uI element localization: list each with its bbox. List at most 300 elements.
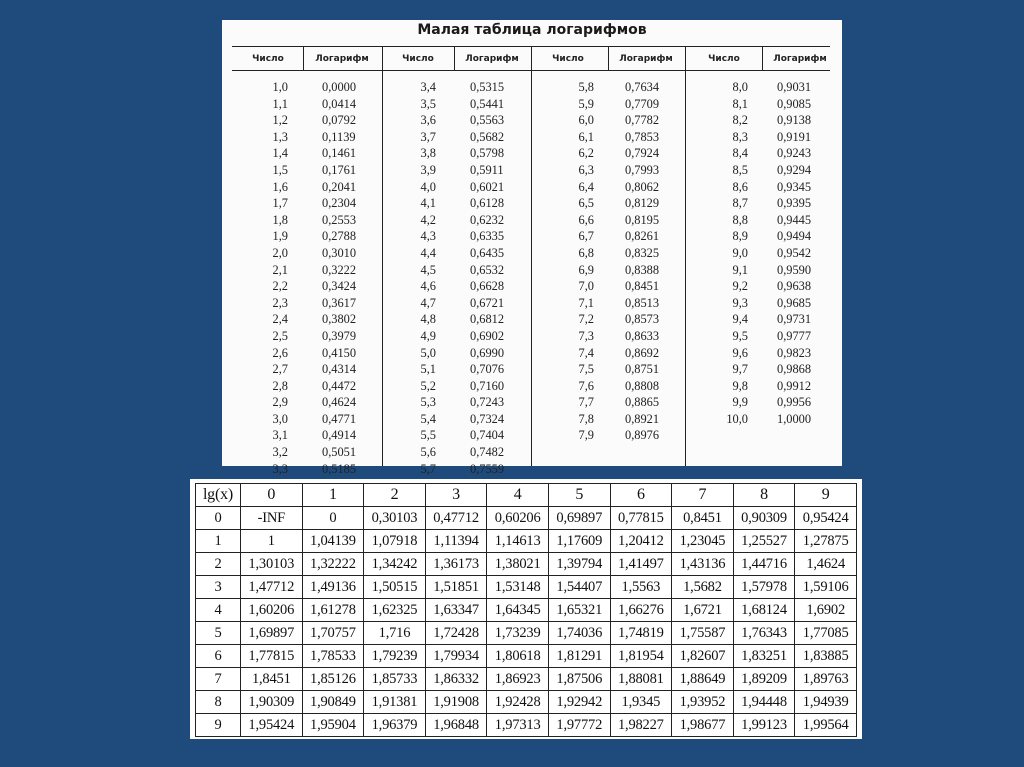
log-value: 0,8976	[625, 428, 660, 443]
numbers-column-1	[242, 79, 288, 477]
grid-cell: 1,81291	[548, 645, 610, 668]
grid-cell: 1,49136	[302, 576, 364, 599]
grid-cell: 1,92428	[487, 691, 549, 714]
grid-cell: 1,23045	[672, 530, 734, 553]
grid-cell: 1,81954	[610, 645, 672, 668]
number-value: 8,6	[732, 179, 748, 194]
log-value: 0,9542	[777, 245, 812, 260]
grid-cell: 1,98227	[610, 714, 672, 737]
grid-col-header: 9	[795, 484, 857, 507]
number-value: 8,7	[732, 196, 748, 211]
grid-cell: 1,97772	[548, 714, 610, 737]
header-number-2: Число	[402, 54, 434, 64]
log-value: 0,1139	[322, 129, 356, 144]
number-value: 7,8	[578, 411, 594, 426]
grid-cell: 1,44716	[733, 553, 795, 576]
group-divider-2	[531, 46, 532, 466]
grid-cell: 1,36173	[425, 553, 487, 576]
log-value: 0,4914	[322, 428, 357, 443]
grid-row	[196, 530, 857, 553]
number-value: 4,1	[420, 196, 436, 211]
grid-cell: 1,30103	[241, 553, 303, 576]
number-value: 5,2	[420, 378, 436, 393]
grid-cell: 1,89209	[733, 668, 795, 691]
number-value: 2,4	[272, 312, 288, 327]
grid-body	[196, 507, 857, 737]
grid-row-label: 8	[196, 691, 241, 714]
grid-cell: 1,64345	[487, 599, 549, 622]
number-value: 8,4	[732, 146, 748, 161]
number-value: 8,0	[732, 80, 748, 94]
number-value: 8,1	[732, 96, 748, 111]
grid-cell: 1,47712	[241, 576, 303, 599]
log-value: 0,2304	[322, 196, 357, 211]
grid-col-header: 5	[548, 484, 610, 507]
logs-column-4	[777, 79, 837, 427]
number-value: 4,6	[420, 279, 436, 294]
grid-cell: 1,96379	[364, 714, 426, 737]
logs-column-3	[625, 79, 685, 444]
grid-cell: 1,60206	[241, 599, 303, 622]
grid-cell: -INF	[241, 507, 303, 530]
number-value: 4,3	[420, 229, 436, 244]
number-value: 6,3	[578, 162, 594, 177]
grid-cell: 1,77815	[241, 645, 303, 668]
grid-cell: 1,20412	[610, 530, 672, 553]
log-value: 0,5563	[470, 113, 505, 128]
grid-row	[196, 553, 857, 576]
grid-col-header: 6	[610, 484, 672, 507]
header-log-4: Логарифм	[773, 54, 827, 64]
log-value: 0,0000	[322, 80, 357, 94]
grid-cell: 1,79934	[425, 645, 487, 668]
log-value: 0,8062	[625, 179, 660, 194]
log-value: 0,7782	[625, 113, 660, 128]
grid-cell: 0,60206	[487, 507, 549, 530]
grid-row	[196, 645, 857, 668]
log-value: 0,8195	[625, 212, 660, 227]
grid-cell: 1,63347	[425, 599, 487, 622]
grid-row-label: 6	[196, 645, 241, 668]
log-value: 0,4624	[322, 395, 357, 410]
log-value: 0,4150	[322, 345, 357, 360]
log-value: 0,1461	[322, 146, 357, 161]
grid-header-row	[196, 484, 857, 507]
number-value: 3,5	[420, 96, 436, 111]
log-value: 0,7160	[470, 378, 505, 393]
log-value: 0,3010	[322, 245, 357, 260]
log-value: 0,8325	[625, 245, 660, 260]
log-value: 0,9823	[777, 345, 812, 360]
log-value: 0,6628	[470, 279, 505, 294]
number-value: 4,2	[420, 212, 436, 227]
log-value: 0,9685	[777, 295, 812, 310]
log-value: 0,7482	[470, 445, 505, 460]
number-value: 5,9	[578, 96, 594, 111]
grid-cell: 1,4624	[795, 553, 857, 576]
number-value: 3,9	[420, 162, 436, 177]
number-value: 7,0	[578, 279, 594, 294]
number-value: 1,7	[272, 196, 288, 211]
number-value: 5,1	[420, 362, 436, 377]
grid-cell: 1,87506	[548, 668, 610, 691]
number-value: 7,5	[578, 362, 594, 377]
log-table-scan	[222, 20, 842, 476]
number-value: 2,2	[272, 279, 288, 294]
number-value: 7,9	[578, 428, 594, 443]
grid-col-header: 4	[487, 484, 549, 507]
log-value: 0,9395	[777, 196, 812, 211]
log-value: 0,3222	[322, 262, 357, 277]
log-value: 0,0792	[322, 113, 357, 128]
number-value: 2,7	[272, 362, 288, 377]
number-value: 5,4	[420, 411, 436, 426]
grid-cell: 1,5682	[672, 576, 734, 599]
number-value: 6,9	[578, 262, 594, 277]
number-value: 1,0	[272, 80, 288, 94]
number-value: 6,7	[578, 229, 594, 244]
log-value: 0,7404	[470, 428, 505, 443]
number-value: 6,1	[578, 129, 594, 144]
log-value: 0,6232	[470, 212, 505, 227]
log-value: 0,8808	[625, 378, 660, 393]
number-value: 1,8	[272, 212, 288, 227]
number-value: 5,0	[420, 345, 436, 360]
log-value: 0,8633	[625, 328, 660, 343]
number-value: 3,0	[272, 411, 288, 426]
grid-row-label: 3	[196, 576, 241, 599]
grid-row	[196, 576, 857, 599]
grid-cell: 1,90309	[241, 691, 303, 714]
grid-row-label: 5	[196, 622, 241, 645]
number-value: 9,9	[732, 395, 748, 410]
grid-cell: 1,5563	[610, 576, 672, 599]
logs-column-2	[470, 79, 530, 477]
number-value: 5,6	[420, 445, 436, 460]
number-value: 8,9	[732, 229, 748, 244]
log-value: 0,6532	[470, 262, 505, 277]
log-value: 0,5051	[322, 445, 357, 460]
log-value: 1,0000	[777, 411, 812, 426]
grid-col-header: 7	[672, 484, 734, 507]
number-value: 3,4	[420, 80, 436, 94]
number-value: 5,5	[420, 428, 436, 443]
grid-row-label: 0	[196, 507, 241, 530]
log-value: 0,7709	[625, 96, 660, 111]
grid-cell: 1,07918	[364, 530, 426, 553]
log-value: 0,5798	[470, 146, 505, 161]
grid-cell: 1,51851	[425, 576, 487, 599]
log-value: 0,7924	[625, 146, 660, 161]
grid-cell: 1,74036	[548, 622, 610, 645]
log-value: 0,6128	[470, 196, 505, 211]
log-value: 0,4314	[322, 362, 357, 377]
grid-cell: 1,90849	[302, 691, 364, 714]
grid-cell: 1,85733	[364, 668, 426, 691]
grid-cell: 1,8451	[241, 668, 303, 691]
grid-cell: 1,32222	[302, 553, 364, 576]
log-value: 0,9638	[777, 279, 812, 294]
number-value: 1,2	[272, 113, 288, 128]
grid-cell: 1,41497	[610, 553, 672, 576]
log-value: 0,7559	[470, 461, 505, 476]
number-value: 1,6	[272, 179, 288, 194]
grid-cell: 1,96848	[425, 714, 487, 737]
grid-cell: 1,9345	[610, 691, 672, 714]
log-value: 0,9191	[777, 129, 812, 144]
grid-cell: 1,94939	[795, 691, 857, 714]
log-value: 0,2788	[322, 229, 357, 244]
number-value: 2,0	[272, 245, 288, 260]
log-value: 0,7634	[625, 80, 660, 94]
grid-cell: 1,75587	[672, 622, 734, 645]
header-number-4: Число	[708, 54, 740, 64]
log-value: 0,2041	[322, 179, 357, 194]
log-value: 0,8261	[625, 229, 660, 244]
log-value: 0,8692	[625, 345, 660, 360]
grid-row	[196, 507, 857, 530]
grid-cell: 1,95424	[241, 714, 303, 737]
grid-row	[196, 691, 857, 714]
grid-cell: 1,6721	[672, 599, 734, 622]
log-value: 0,8921	[625, 411, 660, 426]
log-value: 0,9956	[777, 395, 812, 410]
log-value: 0,6990	[470, 345, 505, 360]
number-value: 3,1	[272, 428, 288, 443]
number-value: 3,8	[420, 146, 436, 161]
number-value: 7,7	[578, 395, 594, 410]
log-value: 0,9590	[777, 262, 812, 277]
grid-cell: 1,73239	[487, 622, 549, 645]
grid-cell: 0,95424	[795, 507, 857, 530]
grid-cell: 1,77085	[795, 622, 857, 645]
grid-cell: 1,38021	[487, 553, 549, 576]
number-value: 4,4	[420, 245, 436, 260]
log-value: 0,8573	[625, 312, 660, 327]
number-value: 1,1	[272, 96, 288, 111]
number-value: 9,1	[732, 262, 748, 277]
number-value: 5,7	[420, 461, 436, 476]
grid-cell: 1,14613	[487, 530, 549, 553]
grid-cell: 1,86923	[487, 668, 549, 691]
log-value: 0,6435	[470, 245, 505, 260]
number-value: 3,7	[420, 129, 436, 144]
log-value: 0,2553	[322, 212, 357, 227]
log-value: 0,6812	[470, 312, 505, 327]
number-value: 6,4	[578, 179, 594, 194]
number-value: 5,3	[420, 395, 436, 410]
number-value: 7,6	[578, 378, 594, 393]
number-value: 8,8	[732, 212, 748, 227]
grid-cell: 1,53148	[487, 576, 549, 599]
log-value: 0,1761	[322, 162, 357, 177]
number-value: 2,9	[272, 395, 288, 410]
number-value: 6,2	[578, 146, 594, 161]
grid-row-label: 4	[196, 599, 241, 622]
log-value: 0,3979	[322, 328, 357, 343]
grid-row	[196, 714, 857, 737]
log-value: 0,7243	[470, 395, 505, 410]
grid-cell: 1,92942	[548, 691, 610, 714]
grid-cell: 1,70757	[302, 622, 364, 645]
log-value: 0,5682	[470, 129, 505, 144]
number-value: 7,4	[578, 345, 594, 360]
grid-cell: 1,99564	[795, 714, 857, 737]
grid-cell: 1,86332	[425, 668, 487, 691]
logs-column-1	[322, 79, 382, 477]
log-value: 0,5911	[470, 162, 504, 177]
grid-cell: 1,34242	[364, 553, 426, 576]
grid-cell: 0,69897	[548, 507, 610, 530]
header-log-3: Логарифм	[619, 54, 673, 64]
log-value: 0,0414	[322, 96, 357, 111]
grid-cell: 1,79239	[364, 645, 426, 668]
number-value: 9,8	[732, 378, 748, 393]
grid-cell: 1,78533	[302, 645, 364, 668]
number-value: 4,0	[420, 179, 436, 194]
log-value: 0,5185	[322, 461, 357, 476]
log-value: 0,7993	[625, 162, 660, 177]
log-value: 0,6721	[470, 295, 505, 310]
number-value: 4,5	[420, 262, 436, 277]
log-value: 0,3424	[322, 279, 357, 294]
number-value: 1,3	[272, 129, 288, 144]
number-value: 8,2	[732, 113, 748, 128]
number-value: 7,1	[578, 295, 594, 310]
grid-cell: 1,83885	[795, 645, 857, 668]
log-value: 0,8388	[625, 262, 660, 277]
number-value: 1,4	[272, 146, 288, 161]
grid-cell: 1,85126	[302, 668, 364, 691]
grid-cell: 1,72428	[425, 622, 487, 645]
grid-cell: 1,68124	[733, 599, 795, 622]
number-value: 4,9	[420, 328, 436, 343]
header-number-1: Число	[252, 54, 284, 64]
grid-row-label: 2	[196, 553, 241, 576]
number-value: 8,5	[732, 162, 748, 177]
grid-cell: 1,88649	[672, 668, 734, 691]
grid-cell: 1,76343	[733, 622, 795, 645]
grid-cell: 1,54407	[548, 576, 610, 599]
log-value: 0,9085	[777, 96, 812, 111]
number-value: 9,5	[732, 328, 748, 343]
number-value: 6,0	[578, 113, 594, 128]
number-value: 3,6	[420, 113, 436, 128]
grid-cell: 1,25527	[733, 530, 795, 553]
grid-row-label: 7	[196, 668, 241, 691]
numbers-column-4	[702, 79, 748, 427]
grid-cell: 0,47712	[425, 507, 487, 530]
log-value: 0,8751	[625, 362, 660, 377]
grid-col-header: 1	[302, 484, 364, 507]
number-value: 10,0	[726, 411, 748, 426]
grid-cell: 0,30103	[364, 507, 426, 530]
grid-cell: 1,89763	[795, 668, 857, 691]
grid-cell: 1,88081	[610, 668, 672, 691]
grid-cell: 1	[241, 530, 303, 553]
grid-cell: 1,716	[364, 622, 426, 645]
grid-cell: 0	[302, 507, 364, 530]
number-value: 9,4	[732, 312, 748, 327]
grid-row	[196, 599, 857, 622]
log-value: 0,9494	[777, 229, 812, 244]
header-number-3: Число	[552, 54, 584, 64]
log-value: 0,9345	[777, 179, 812, 194]
log-value: 0,3617	[322, 295, 357, 310]
grid-cell: 1,57978	[733, 576, 795, 599]
grid-cell: 1,69897	[241, 622, 303, 645]
number-value: 1,9	[272, 229, 288, 244]
number-value: 5,8	[578, 80, 594, 94]
log-value: 0,9243	[777, 146, 812, 161]
number-value: 2,8	[272, 378, 288, 393]
grid-cell: 1,97313	[487, 714, 549, 737]
grid-cell: 1,6902	[795, 599, 857, 622]
grid-cell: 1,59106	[795, 576, 857, 599]
grid-row	[196, 668, 857, 691]
grid-cell: 1,27875	[795, 530, 857, 553]
group-divider-1	[382, 46, 383, 466]
number-value: 6,6	[578, 212, 594, 227]
grid-cell: 1,98677	[672, 714, 734, 737]
number-value: 9,2	[732, 279, 748, 294]
number-value: 7,2	[578, 312, 594, 327]
number-value: 7,3	[578, 328, 594, 343]
number-value: 3,2	[272, 445, 288, 460]
log-value: 0,6335	[470, 229, 505, 244]
grid-cell: 1,93952	[672, 691, 734, 714]
grid-cell: 1,95904	[302, 714, 364, 737]
number-value: 9,6	[732, 345, 748, 360]
grid-row-label: 1	[196, 530, 241, 553]
grid-cell: 1,62325	[364, 599, 426, 622]
grid-cell: 1,04139	[302, 530, 364, 553]
grid-cell: 0,8451	[672, 507, 734, 530]
log-value: 0,9868	[777, 362, 812, 377]
grid-cell: 1,91908	[425, 691, 487, 714]
log-value: 0,5441	[470, 96, 505, 111]
numbers-column-3	[548, 79, 594, 444]
log-value: 0,6021	[470, 179, 505, 194]
grid-cell: 1,83251	[733, 645, 795, 668]
header-log-2: Логарифм	[465, 54, 519, 64]
numbers-column-2	[390, 79, 436, 477]
grid-col-header: 8	[733, 484, 795, 507]
log-value: 0,7324	[470, 411, 505, 426]
log-value: 0,8451	[625, 279, 660, 294]
grid-cell: 1,74819	[610, 622, 672, 645]
log-value: 0,8865	[625, 395, 660, 410]
grid-corner: lg(x)	[196, 484, 241, 507]
number-value: 1,5	[272, 162, 288, 177]
grid-col-header: 0	[241, 484, 303, 507]
grid-cell: 1,80618	[487, 645, 549, 668]
grid-cell: 1,43136	[672, 553, 734, 576]
grid-cell: 1,50515	[364, 576, 426, 599]
lg-grid-panel	[190, 479, 862, 739]
log-value: 0,8513	[625, 295, 660, 310]
grid-cell: 1,17609	[548, 530, 610, 553]
number-value: 2,3	[272, 295, 288, 310]
grid-row-label: 9	[196, 714, 241, 737]
grid-cell: 1,99123	[733, 714, 795, 737]
log-value: 0,9731	[777, 312, 812, 327]
log-value: 0,4472	[322, 378, 357, 393]
log-value: 0,9445	[777, 212, 812, 227]
log-value: 0,3802	[322, 312, 357, 327]
lg-grid-table	[195, 483, 857, 737]
number-value: 4,8	[420, 312, 436, 327]
